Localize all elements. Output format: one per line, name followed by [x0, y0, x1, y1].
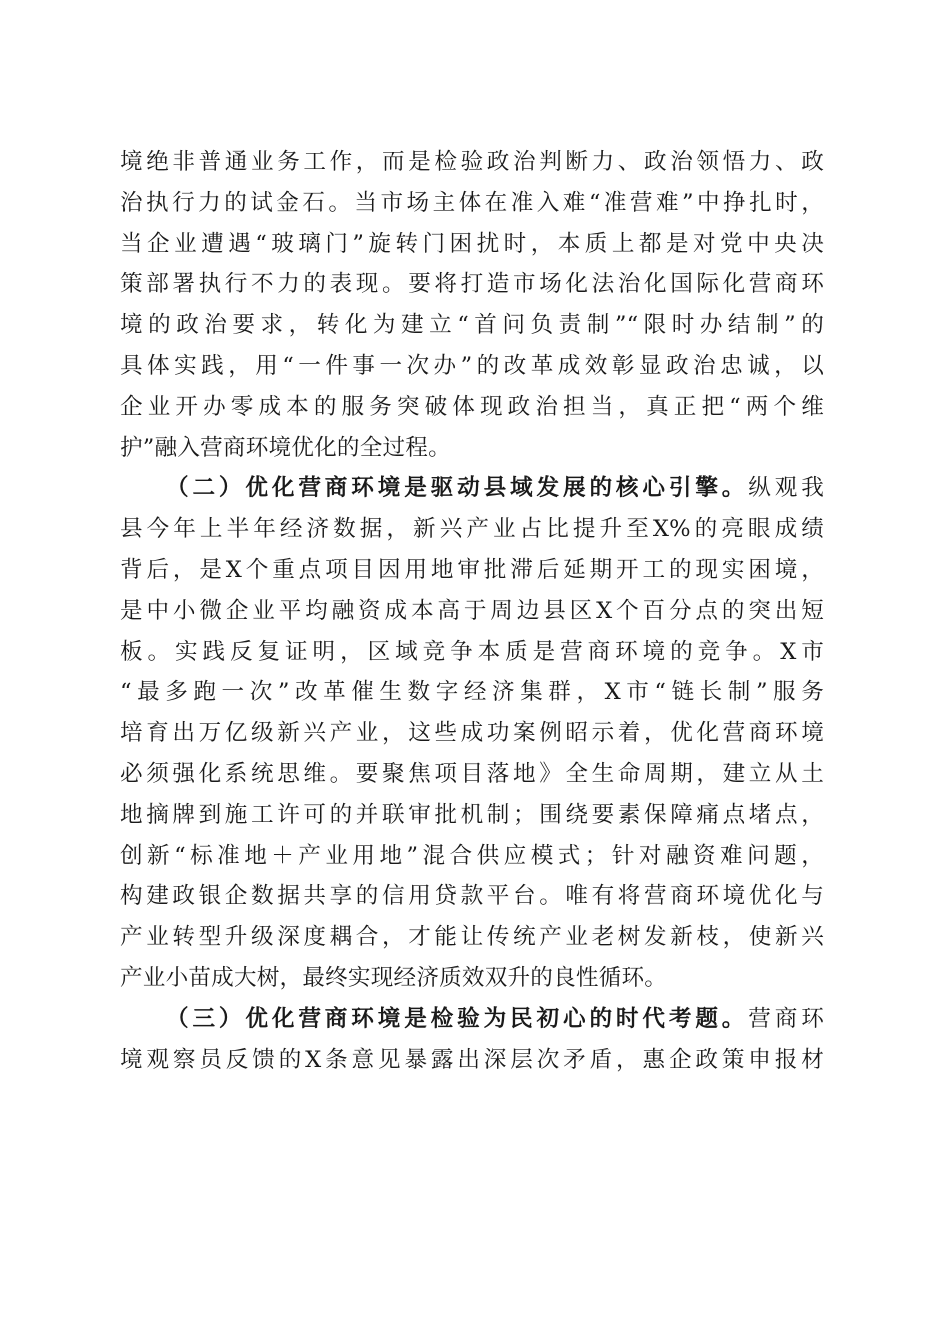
paragraph-1: [120, 142, 824, 468]
text-line: 策部署执行不力的表现。要将打造市场化法治化国际化营商环: [120, 271, 824, 298]
text-line: 当企业遭遇“玻璃门”旋转门困扰时，本质上都是对党中央决: [120, 230, 824, 257]
paragraph-2: [120, 468, 824, 998]
text-line: 护”融入营商环境优化的全过程。: [120, 434, 451, 461]
section-heading: （三）优化营商环境是检验为民初心的时代考题。: [166, 1005, 749, 1032]
paragraph-first-line: [120, 999, 824, 1040]
document-body: [120, 142, 824, 1080]
text-line: 培育出万亿级新兴产业，这些成功案例昭示着，优化营商环境: [120, 720, 824, 747]
paragraph-3: [120, 999, 824, 1081]
section-heading: （二）优化营商环境是驱动县域发展的核心引擎。: [166, 475, 749, 502]
text-line: 板。实践反复证明，区域竞争本质是营商环境的竞争。X市: [120, 638, 824, 665]
text-line: 必须强化系统思维。要聚焦项目落地》全生命周期，建立从土: [120, 760, 824, 787]
text-line: “最多跑一次”改革催生数字经济集群，X市“链长制”服务: [120, 679, 824, 706]
text-line: 地摘牌到施工许可的并联审批机制；围绕要素保障痛点堵点，: [120, 801, 824, 828]
text-line: 具体实践，用“一件事一次办”的改革成效彰显政治忠诚，以: [120, 352, 824, 379]
text-line: 境绝非普通业务工作，而是检验政治判断力、政治领悟力、政: [120, 149, 824, 175]
text-line: 创新“标准地＋产业用地”混合供应模式；针对融资难问题，: [120, 842, 824, 869]
text-line: 是中小微企业平均融资成本高于周边县区X个百分点的突出短: [120, 597, 824, 624]
paragraph-first-line: [120, 468, 824, 509]
text-line: 构建政银企数据共享的信用贷款平台。唯有将营商环境优化与: [120, 883, 824, 910]
text-line: 境的政治要求，转化为建立“首问负责制”“限时办结制”的: [120, 312, 824, 339]
text-line: 产业小苗成大树，最终实现经济质效双升的良性循环。: [120, 964, 668, 991]
text-line: 县今年上半年经济数据，新兴产业占比提升至X%的亮眼成绩: [120, 516, 824, 543]
text-line: 治执行力的试金石。当市场主体在准入难“准营难”中挣扎时，: [120, 189, 824, 216]
text-line: 产业转型升级深度耦合，才能让传统产业老树发新枝，使新兴: [120, 924, 824, 951]
text-run: 营商环: [748, 1005, 824, 1032]
text-line: 企业开办零成本的服务突破体现政治担当，真正把“两个维: [120, 393, 824, 420]
text-line: 境观察员反馈的X条意见暴露出深层次矛盾，惠企政策申报材: [120, 1046, 824, 1073]
text-run: 纵观我: [748, 475, 824, 502]
text-line: 背后，是X个重点项目因用地审批滞后延期开工的现实困境，: [120, 556, 824, 583]
